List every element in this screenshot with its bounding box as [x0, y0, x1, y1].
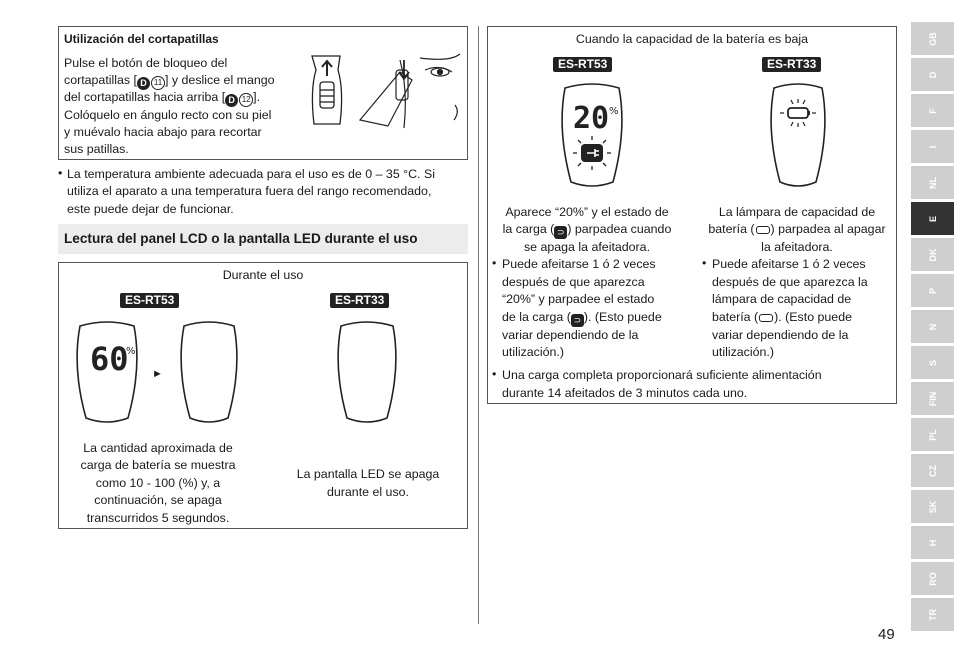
trimmer-line-4: Colóquelo en ángulo recto con su piel: [64, 108, 272, 122]
language-tab-tr[interactable]: TR: [911, 598, 954, 631]
language-tab-dk[interactable]: DK: [911, 238, 954, 271]
ref-d-icon: D: [137, 77, 150, 90]
low-batt-desc-b-1: La lámpara de capacidad de: [718, 205, 876, 219]
led-display-battery: [766, 80, 830, 190]
language-tab-ro[interactable]: RO: [911, 562, 954, 595]
battery-lamp-icon: [759, 314, 773, 322]
temperature-note-1: La temperatura ambiente adecuada para el uso es de 0 – 35 °C. Si: [67, 167, 435, 181]
low-batt-bullet-a-6: utilización.): [502, 345, 564, 359]
during-use-desc-b-2: durante el uso.: [327, 485, 409, 499]
low-batt-desc-a-3: se apaga la afeitadora.: [523, 240, 651, 254]
low-batt-desc-a-2: la carga ( ⊃ ) parpadea cuando: [502, 222, 672, 237]
language-tab-gb[interactable]: GB: [911, 22, 954, 55]
lcd-unit-text: %: [126, 346, 136, 357]
trimmer-heading: Utilización del cortapatillas: [64, 32, 219, 46]
low-batt-desc-b-3: la afeitadora.: [761, 240, 833, 254]
language-tab-bar: [911, 22, 954, 634]
language-tab-d[interactable]: D: [911, 58, 954, 91]
temperature-note-2: utiliza el aparato a una temperatura fuera del rango recomendado,: [67, 184, 432, 198]
low-batt-bullet-a-2: después de que aparezca: [502, 275, 645, 289]
language-tab-p[interactable]: P: [911, 274, 954, 307]
bullet-dot: •: [492, 367, 497, 381]
low-batt-bullet-b-3: lámpara de capacidad de: [712, 292, 852, 306]
language-tab-f[interactable]: F: [911, 94, 954, 127]
model-badge-es-rt53: ES-RT53: [553, 57, 612, 72]
language-tab-s[interactable]: S: [911, 346, 954, 379]
trimmer-illustration: [300, 50, 468, 130]
language-tab-n[interactable]: N: [911, 310, 954, 343]
face-trimming-icon: [360, 54, 460, 128]
language-tab-sk[interactable]: SK: [911, 490, 954, 523]
low-batt-bullet-a-4: de la carga ( ⊃ ). (Esto puede: [502, 310, 662, 325]
arrow-right-icon: ►: [152, 368, 163, 380]
battery-lamp-icon: [756, 226, 770, 234]
low-batt-bullet-a-5: variar dependiendo de la: [502, 328, 639, 342]
low-batt-bullet-a-1: Puede afeitarse 1 ó 2 veces: [502, 257, 656, 271]
during-use-desc-a-5: transcurridos 5 segundos.: [86, 511, 230, 525]
lcd-display-off: [176, 318, 242, 426]
lcd-value-text: 20: [573, 101, 610, 136]
shaver-trimmer-icon: [312, 56, 342, 124]
full-charge-note-2: durante 14 afeitados de 3 minutos cada uno.: [502, 386, 748, 400]
charge-plug-icon: ⊃: [571, 314, 584, 327]
trimmer-line-6: sus patillas.: [64, 142, 129, 156]
low-batt-bullet-a-3: “20%” y parpadee el estado: [502, 292, 655, 306]
low-batt-bullet-b-5: variar dependiendo de la: [712, 328, 849, 342]
led-display-off: [333, 318, 401, 426]
low-batt-bullet-b-2: después de que aparezca la: [712, 275, 868, 289]
model-badge-es-rt53: ES-RT53: [120, 293, 179, 308]
bullet-dot: •: [492, 256, 497, 270]
model-badge-es-rt33: ES-RT33: [762, 57, 821, 72]
low-batt-bullet-b-4: batería ( ). (Esto puede: [712, 310, 852, 324]
low-batt-desc-b-2: batería ( ) parpadea al apagar: [708, 222, 886, 236]
language-tab-pl[interactable]: PL: [911, 418, 954, 451]
low-battery-caption: Cuando la capacidad de la batería es baja: [575, 32, 809, 46]
language-tab-e[interactable]: E: [911, 202, 954, 235]
lcd-value-text: 60: [90, 340, 129, 378]
charge-plug-icon: ⊃: [554, 226, 567, 239]
temperature-note-3: este puede dejar de funcionar.: [67, 202, 234, 216]
battery-lamp-icon: [780, 99, 816, 127]
bullet-dot: •: [58, 166, 63, 180]
column-divider: [478, 26, 479, 624]
charge-plug-icon: [573, 136, 611, 170]
language-tab-i[interactable]: I: [911, 130, 954, 163]
ref-d-icon: D: [225, 94, 238, 107]
low-batt-bullet-b-6: utilización.): [712, 345, 774, 359]
trimmer-line-2: cortapatillas [ D 11 ] y deslice el mango: [64, 73, 275, 88]
during-use-desc-a-3: como 10 - 100 (%) y, a: [95, 476, 221, 490]
language-tab-fin[interactable]: FIN: [911, 382, 954, 415]
during-use-desc-a-4: continuación, se apaga: [94, 493, 222, 507]
model-badge-es-rt33: ES-RT33: [330, 293, 389, 308]
page-number: 49: [878, 626, 895, 643]
language-tab-h[interactable]: H: [911, 526, 954, 559]
low-batt-desc-a-1: Aparece “20%” y el estado de: [505, 205, 669, 219]
trimmer-line-1: Pulse el botón de bloqueo del: [64, 56, 228, 70]
trimmer-line-5: y muévalo hacia abajo para recortar: [64, 125, 262, 139]
ref-12-icon: 12: [239, 93, 253, 107]
during-use-desc-b-1: La pantalla LED se apaga: [296, 467, 440, 481]
language-tab-cz[interactable]: CZ: [911, 454, 954, 487]
trimmer-line-3: del cortapatillas hacia arriba [ D 12 ].: [64, 90, 261, 105]
bullet-dot: •: [702, 256, 707, 270]
during-use-desc-a-2: carga de batería se muestra: [80, 458, 236, 472]
low-batt-bullet-b-1: Puede afeitarse 1 ó 2 veces: [712, 257, 866, 271]
lcd-display-60: [72, 318, 142, 426]
lcd-display-20: [557, 80, 627, 190]
lcd-unit-text: %: [609, 106, 619, 117]
during-use-desc-a-1: La cantidad aproximada de: [83, 441, 233, 455]
full-charge-note-1: Una carga completa proporcionará suficiente alimentación: [502, 368, 822, 382]
during-use-caption: Durante el uso: [222, 268, 304, 282]
section-title: Lectura del panel LCD o la pantalla LED durante el uso: [58, 224, 468, 254]
language-tab-nl[interactable]: NL: [911, 166, 954, 199]
ref-11-icon: 11: [151, 76, 165, 90]
